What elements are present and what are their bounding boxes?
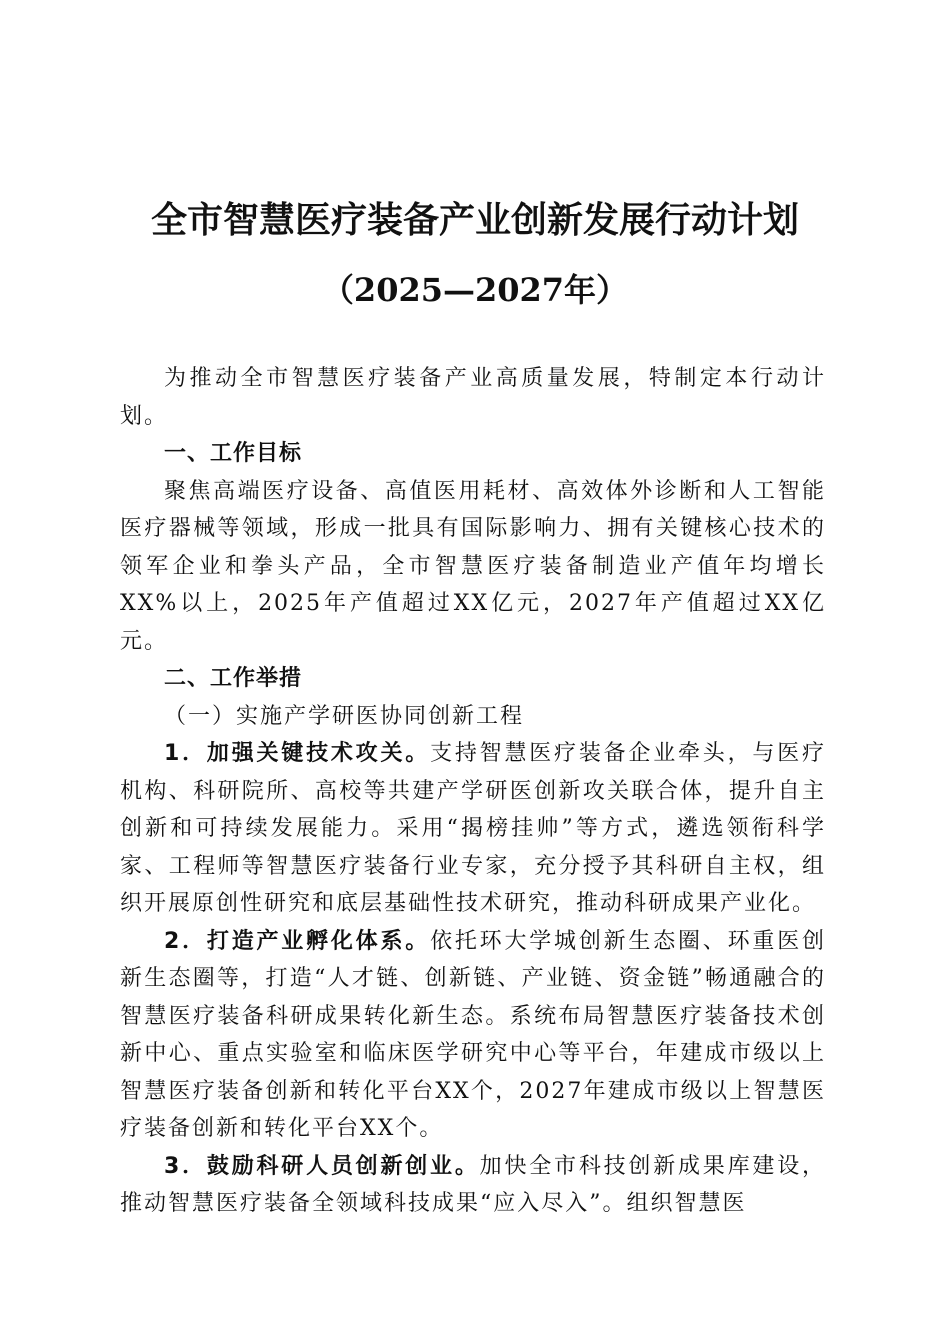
intro-paragraph: 为推动全市智慧医疗装备产业高质量发展，特制定本行动计划。 [120,366,826,429]
measure-item-lead: 2．打造产业孵化体系。 [164,928,431,954]
document-body [120,360,826,1223]
measure-item-text: 依托环大学城创新生态圈、环重医创新生态圈等，打造“人才链、创新链、产业链、资金链”畅通融合的智慧医疗装备科研成果转化新生态。系统布局智慧医疗装备技术创新中心、重点实验室和临床医学研究中心等平台，年建成市级以上智慧医疗装备创新和转化平台XX个，2027年建成市级以上智慧医疗装备创新和转化平台XX个。 [120,928,826,1141]
page-subtitle: （2025—2027年） [321,271,629,309]
section-heading-measures: 二、工作举措 [164,666,303,691]
measure-item-text: 支持智慧医疗装备企业牵头，与医疗机构、科研院所、高校等共建产学研医创新攻关联合体，提升自主创新和可持续发展能力。采用“揭榜挂帅”等方式，遴选领衔科学家、工程师等智慧医疗装备行业专家，充分授予其科研自主权，组织开展原创性研究和底层基础性技术研究，推动科研成果产业化。 [120,741,826,916]
goals-paragraph: 聚焦高端医疗设备、高值医用耗材、高效体外诊断和人工智能医疗器械等领域，形成一批具有国际影响力、拥有关键核心技术的领军企业和拳头产品，全市智慧医疗装备制造业产值年均增长XX%以上，2025年产值超过XX亿元，2027年产值超过XX亿元。 [120,478,826,654]
measure-item-lead: 1．加强关键技术攻关。 [164,741,431,766]
subsection-heading: （一）实施产学研医协同创新工程 [164,703,525,729]
measure-item-2 [120,923,826,1148]
measure-item-text: 加快全市科技创新成果库建设，推动智慧医疗装备全领域科技成果“应入尽入”。组织智慧医 [120,1153,826,1216]
measure-item-lead: 3．鼓励科研人员创新创业。 [164,1153,480,1179]
section-heading-goals: 一、工作目标 [164,441,303,466]
measure-item-3 [120,1148,826,1223]
page-title: 全市智慧医疗装备产业创新发展行动计划 [150,199,799,241]
measure-item-1 [120,735,826,923]
